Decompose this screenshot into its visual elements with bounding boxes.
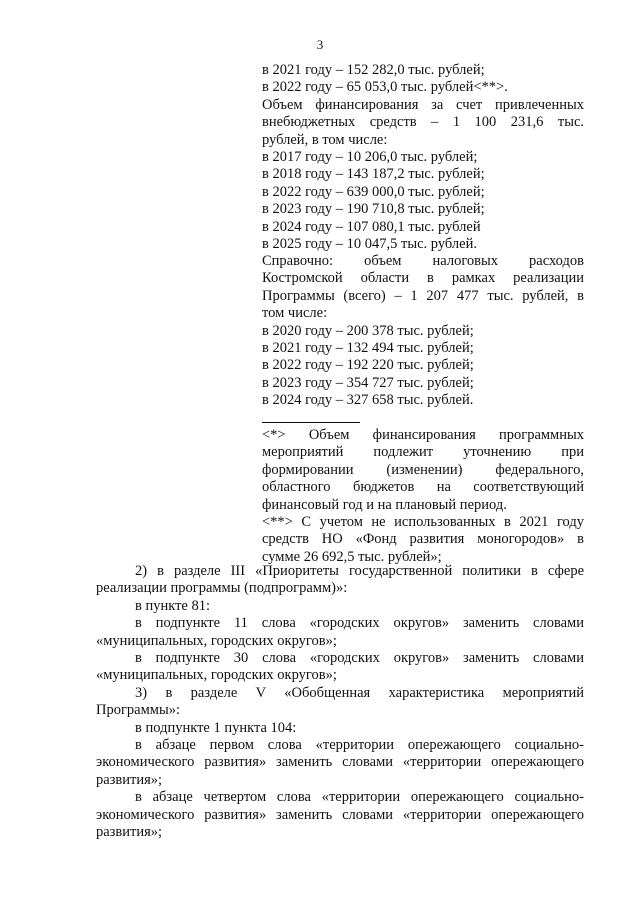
- point-81-heading: в пункте 81:: [135, 597, 211, 614]
- extrabudget-line-1: Объем финансирования за счет привлеченных: [262, 96, 584, 113]
- funding-line-2021: в 2021 году – 152 282,0 тыс. рублей;: [262, 62, 485, 78]
- footnote-1-line-2: мероприятий подлежит уточнению при: [262, 444, 584, 461]
- footnote-1-line-5: финансовый год и на плановый период.: [262, 496, 507, 513]
- footnote-1-line-1: <*> Объем финансирования программных: [262, 427, 584, 443]
- item-2-line-2: реализации программы (подпрограмм)»:: [96, 580, 348, 597]
- footnote-1-line-3: формировании (изменении) федерального,: [262, 461, 584, 478]
- extrabudget-line-3: рублей, в том числе:: [262, 131, 388, 148]
- extrabudget-year-2022: в 2022 году – 639 000,0 тыс. рублей;: [262, 183, 485, 200]
- footnote-2-line-3: сумме 26 692,5 тыс. рублей»;: [262, 548, 442, 565]
- page-number: 3: [316, 37, 324, 52]
- extrabudget-paragraph: [262, 97, 584, 149]
- paragraph-fourth-amendment: [96, 789, 584, 841]
- tax-expenses-block: [262, 253, 584, 410]
- extrabudget-year-2017: в 2017 году – 10 206,0 тыс. рублей;: [262, 149, 478, 166]
- subpoint-30-line-1: в подпункте 30 слова «городских округов» заменить словами: [135, 650, 584, 667]
- tax-year-2024: в 2024 году – 327 658 тыс. рублей.: [262, 392, 474, 409]
- subpoint-11-line-2: «муниципальных, городских округов»;: [96, 632, 337, 649]
- footnote-2-line-1: <**> С учетом не использованных в 2021 году: [262, 514, 584, 531]
- extrabudget-year-2024: в 2024 году – 107 080,1 тыс. рублей: [262, 218, 481, 235]
- abz4-line-1: в абзаце четвертом слова «территории опережающего социально-: [135, 789, 584, 806]
- subpoint-11-line-1: в подпункте 11 слова «городских округов» заменить словами: [135, 615, 584, 632]
- footnote-1-line-4: областного бюджетов на соответствующий: [262, 479, 584, 496]
- subpoint-30-paragraph: [96, 650, 584, 685]
- item-2-line-1: 2) в разделе III «Приоритеты государственной политики в сфере: [135, 563, 584, 579]
- item-3-line-2: Программы»:: [96, 702, 180, 719]
- abz4-line-2: экономического развития» заменить словами «территории опережающего: [96, 806, 584, 823]
- footnote-divider: [262, 422, 360, 423]
- abz4-line-3: развития»;: [96, 824, 163, 841]
- tax-line-3: Программы (всего) – 1 207 477 тыс. рублей, в: [262, 287, 584, 304]
- tax-year-2022: в 2022 году – 192 220 тыс. рублей;: [262, 357, 474, 374]
- extrabudget-year-2025: в 2025 году – 10 047,5 тыс. рублей.: [262, 236, 477, 253]
- footnote-1: [262, 427, 584, 514]
- item-3-line-1: 3) в разделе V «Обобщенная характеристика мероприятий: [135, 684, 584, 701]
- extrabudget-year-2023: в 2023 году – 190 710,8 тыс. рублей;: [262, 201, 485, 218]
- item-3-paragraph: [96, 685, 584, 720]
- tax-year-2021: в 2021 году – 132 494 тыс. рублей;: [262, 340, 474, 357]
- item-2-paragraph: [96, 563, 584, 598]
- abz1-line-3: развития»;: [96, 771, 163, 788]
- footnote-2-line-2: средств НО «Фонд развития моногородов» в: [262, 531, 584, 548]
- tax-line-2: Костромской области в рамках реализации: [262, 270, 584, 287]
- extrabudget-line-2: внебюджетных средств – 1 100 231,6 тыс.: [262, 114, 584, 131]
- tax-line-1: Справочно: объем налоговых расходов: [262, 253, 584, 269]
- subpoint-11-paragraph: [96, 615, 584, 650]
- abz1-line-1: в абзаце первом слова «территории опережающего социально-: [135, 737, 584, 754]
- tax-expenses-paragraph: [262, 253, 584, 323]
- tax-line-4: том числе:: [262, 305, 328, 322]
- funding-block: [262, 62, 584, 253]
- abz1-line-2: экономического развития» заменить словами «территории опережающего: [96, 754, 584, 771]
- point-104-heading: в подпункте 1 пункта 104:: [135, 719, 297, 736]
- tax-year-2023: в 2023 году – 354 727 тыс. рублей;: [262, 374, 474, 391]
- footnotes: [262, 427, 584, 566]
- extrabudget-year-2018: в 2018 году – 143 187,2 тыс. рублей;: [262, 166, 485, 183]
- footnote-2: [262, 514, 584, 566]
- amendments-body: [96, 563, 584, 842]
- funding-line-2022: в 2022 году – 65 053,0 тыс. рублей<**>.: [262, 79, 508, 96]
- tax-year-2020: в 2020 году – 200 378 тыс. рублей;: [262, 322, 474, 339]
- subpoint-30-line-2: «муниципальных, городских округов»;: [96, 667, 337, 684]
- paragraph-first-amendment: [96, 737, 584, 789]
